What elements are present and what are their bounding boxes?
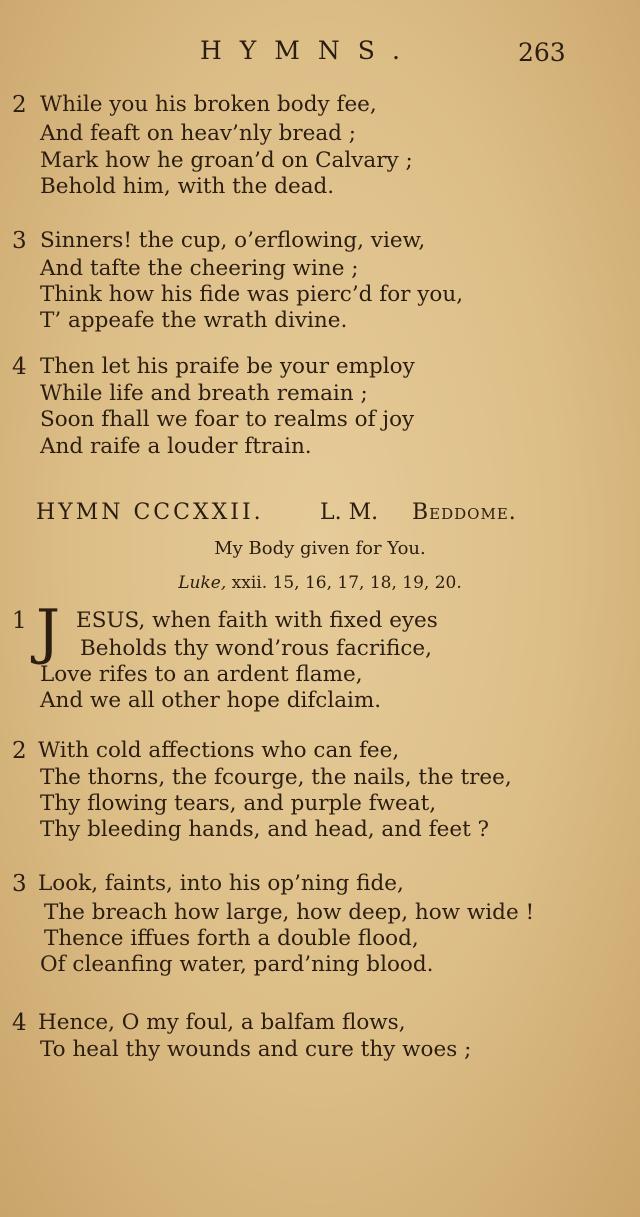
hymn-meter: L. M. bbox=[320, 500, 379, 525]
verse-line: And we all other hope difclaim. bbox=[40, 688, 382, 713]
verse-line: With cold affections who can fee, bbox=[38, 738, 400, 763]
stanza-number: 1 bbox=[12, 608, 27, 634]
hymn-heading bbox=[36, 500, 636, 536]
verse-line: While life and breath remain ; bbox=[40, 381, 368, 406]
hymn-author: Beddome. bbox=[412, 500, 517, 525]
scripture-book: Luke, bbox=[178, 573, 227, 593]
page-header bbox=[0, 36, 640, 76]
page-number: 263 bbox=[518, 38, 566, 67]
verse-line: The breach how large, how deep, how wide ! bbox=[44, 900, 535, 925]
verse-line: To heal thy wounds and cure thy woes ; bbox=[40, 1037, 472, 1062]
verse-line: Beholds thy wond’rous facrifice, bbox=[80, 636, 432, 661]
verse-line: Of cleanfing water, pard’ning blood. bbox=[40, 952, 434, 977]
verse-line: Sinners! the cup, o’erflowing, view, bbox=[40, 228, 426, 253]
verse-line: Love rifes to an ardent flame, bbox=[40, 662, 363, 687]
stanza-number: 3 bbox=[12, 228, 27, 254]
running-title: HYMNS. bbox=[200, 36, 418, 65]
stanza-number: 3 bbox=[12, 871, 27, 897]
verse-line: Thy bleeding hands, and head, and feet ? bbox=[40, 817, 490, 842]
stanza-number: 4 bbox=[12, 1010, 27, 1036]
verse-line: And raife a louder ftrain. bbox=[40, 434, 312, 459]
stanza-number: 2 bbox=[12, 92, 27, 118]
verse-line: ESUS, when faith with fixed eyes bbox=[76, 608, 438, 633]
stanza-number: 4 bbox=[12, 354, 27, 380]
hymn-subtitle: My Body given for You. bbox=[214, 538, 426, 559]
verse-line: Look, faints, into his op’ning fide, bbox=[38, 871, 404, 896]
hymn-number: HYMN CCCXXII. bbox=[36, 500, 264, 525]
drop-cap: J bbox=[36, 597, 61, 667]
verse-line: And tafte the cheering wine ; bbox=[40, 256, 359, 281]
verse-line: The thorns, the fcourge, the nails, the tree, bbox=[40, 765, 512, 790]
scripture-verses: xxii. 15, 16, 17, 18, 19, 20. bbox=[231, 573, 462, 593]
verse-line: And feaft on heav’nly bread ; bbox=[40, 121, 357, 146]
verse-line: T’ appeafe the wrath divine. bbox=[40, 308, 348, 333]
verse-line: Then let his praife be your employ bbox=[40, 354, 415, 379]
verse-line: Mark how he groan’d on Calvary ; bbox=[40, 148, 413, 173]
scripture-reference bbox=[0, 573, 640, 593]
stanza-number: 2 bbox=[12, 738, 27, 764]
verse-line: While you his broken body fee, bbox=[40, 92, 377, 117]
verse-line: Thence iffues forth a double flood, bbox=[44, 926, 419, 951]
verse-line: Hence, O my foul, a balfam flows, bbox=[38, 1010, 406, 1035]
verse-line: Think how his fide was pierc’d for you, bbox=[40, 282, 464, 307]
verse-line: Soon fhall we foar to realms of joy bbox=[40, 407, 415, 432]
verse-line: Behold him, with the dead. bbox=[40, 174, 335, 199]
verse-line: Thy flowing tears, and purple fweat, bbox=[40, 791, 437, 816]
